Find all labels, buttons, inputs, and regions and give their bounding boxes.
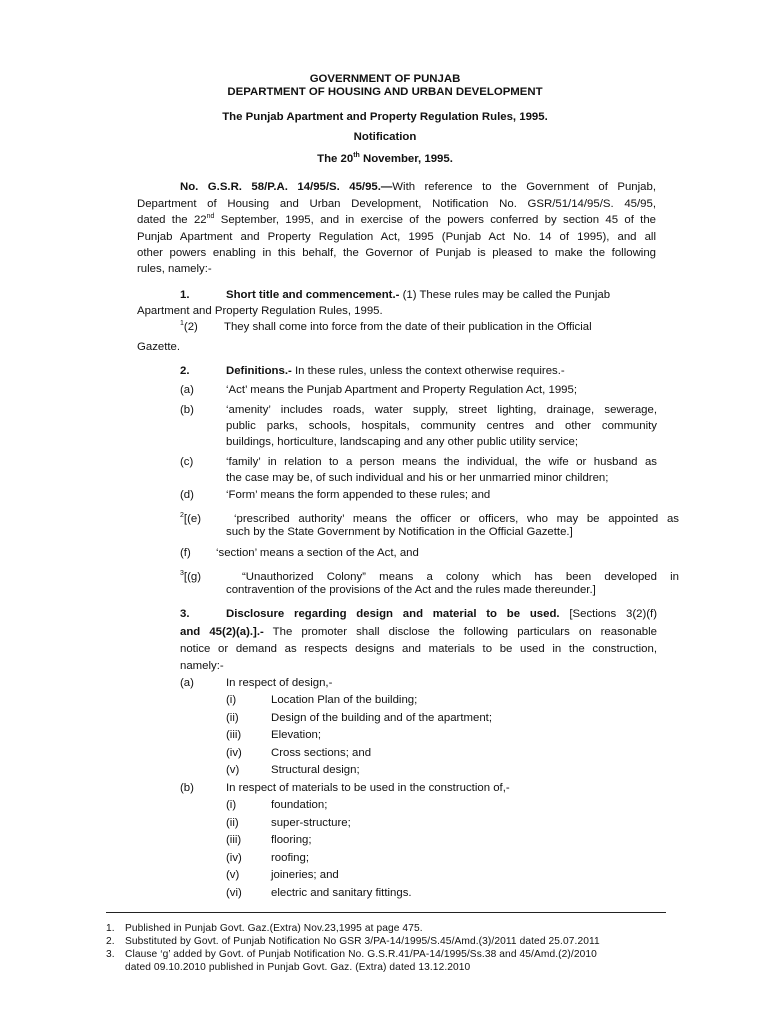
footnote-number: 2. — [106, 936, 115, 947]
def-c-line-1: ‘family’ in relation to a person means the individual, the wife or husband as — [226, 456, 657, 468]
design-item-text: Cross sections; and — [271, 747, 372, 759]
preamble-line-4: Punjab Apartment and Property Regulation Act, 1995 (Punjab Act No. 14 of 1995), and all — [137, 231, 656, 243]
design-item-num: (iii) — [226, 729, 242, 741]
rule-3-line-3: notice or demand as respects designs and materials to be used in the construction, — [180, 643, 657, 655]
rule-3-line-4: namely:- — [180, 660, 224, 672]
material-item-text: electric and sanitary fittings. — [271, 887, 412, 899]
def-c-label: (c) — [180, 456, 194, 468]
design-item-num: (iv) — [226, 747, 242, 759]
def-f-text: ‘section’ means a section of the Act, and — [216, 547, 419, 559]
footnote-3-continuation: dated 09.10.2010 published in Punjab Govt. Gaz. (Extra) dated 13.12.2010 — [125, 962, 471, 973]
rule-2-number: 2. — [180, 365, 190, 377]
material-item-text: flooring; — [271, 834, 312, 846]
footnote-text: Published in Punjab Govt. Gaz.(Extra) Nov.23,1995 at page 475. — [125, 923, 423, 934]
rule-1-sub-2-cont: Gazette. — [137, 341, 181, 353]
material-item-num: (ii) — [226, 817, 239, 829]
rule-3-number: 3. — [180, 608, 190, 620]
design-item-text: Structural design; — [271, 764, 360, 776]
design-item-num: (i) — [226, 694, 237, 706]
def-b-line-3: buildings, horticulture, landscaping and any other public utility service; — [226, 436, 579, 448]
material-item-num: (iii) — [226, 834, 242, 846]
government-heading: GOVERNMENT OF PUNJAB — [309, 73, 461, 85]
def-a-text: ‘Act’ means the Punjab Apartment and Property Regulation Act, 1995; — [226, 384, 578, 396]
material-item-text: roofing; — [271, 852, 309, 864]
def-d-text: ‘Form’ means the form appended to these rules; and — [226, 489, 491, 501]
rule-1-sub-2-number: $^1$(2) — [180, 320, 198, 333]
design-item-num: (ii) — [226, 712, 239, 724]
material-item-num: (i) — [226, 799, 237, 811]
def-g-line-1: “Unauthorized Colony” means a colony which has been developed in — [242, 571, 679, 583]
def-b-label: (b) — [180, 404, 194, 416]
preamble-line-1: No. G.S.R. 58/P.A. 14/95/S. 45/95.—With reference to the Government of Punjab, — [180, 181, 656, 193]
rule-1-line-2: Apartment and Property Regulation Rules, 1995. — [137, 305, 383, 317]
material-item-text: joineries; and — [271, 869, 339, 881]
rule-1-line-1: Short title and commencement.- (1) These rules may be called the Punjab — [226, 289, 611, 301]
def-b-line-1: ‘amenity’ includes roads, water supply, street lighting, drainage, sewerage, — [226, 404, 657, 416]
def-e-line-2: such by the State Government by Notification in the Official Gazette.] — [226, 526, 573, 538]
rule-3-a-label: (a) — [180, 677, 194, 689]
footnote-text: Clause ‘g’ added by Govt. of Punjab Notification No. G.S.R.41/PA-14/1995/Ss.38 and 45/Amd.(2)/2010 — [125, 949, 597, 960]
footnote-number: 1. — [106, 923, 115, 934]
def-a-label: (a) — [180, 384, 194, 396]
notification-heading: Notification — [353, 131, 417, 143]
preamble-line-2: Department of Housing and Urban Development, Notification No. GSR/51/14/95/S. 45/95, — [137, 198, 656, 210]
rule-1-number: 1. — [180, 289, 190, 301]
def-g-line-2: contravention of the provisions of the Act and the rules made thereunder.] — [226, 584, 596, 596]
material-item-text: super-structure; — [271, 817, 351, 829]
department-heading: DEPARTMENT OF HOUSING AND URBAN DEVELOPMENT — [227, 86, 543, 98]
def-e-line-1: ‘prescribed authority’ means the officer or officers, who may be appointed as — [234, 513, 679, 525]
footnote-number: 3. — [106, 949, 115, 960]
def-e-label: $^2$[(e) — [180, 512, 201, 525]
rule-3-a-text: In respect of design,- — [226, 677, 333, 689]
def-b-line-2: public parks, schools, hospitals, community centres and other community — [226, 420, 657, 432]
preamble-line-5: other powers enabling in this behalf, the Governor of Punjab is pleased to make the following — [137, 247, 656, 259]
design-item-text: Design of the building and of the apartment; — [271, 712, 492, 724]
design-item-text: Location Plan of the building; — [271, 694, 418, 706]
notification-date: The 20th November, 1995. — [317, 152, 453, 165]
rule-1-sub-2-text: They shall come into force from the date of their publication in the Official — [224, 321, 592, 333]
design-item-text: Elevation; — [271, 729, 322, 741]
preamble-line-3: dated the 22nd September, 1995, and in exercise of the powers conferred by section 45 of the — [137, 213, 656, 226]
def-g-label: $^3$[(g) — [180, 570, 201, 583]
material-item-text: foundation; — [271, 799, 328, 811]
rule-3-b-text: In respect of materials to be used in the construction of,- — [226, 782, 510, 794]
footnote-divider — [106, 912, 666, 913]
rules-title: The Punjab Apartment and Property Regulation Rules, 1995. — [222, 111, 548, 123]
preamble-line-6: rules, namely:- — [137, 263, 212, 275]
rule-3-b-label: (b) — [180, 782, 194, 794]
material-item-num: (v) — [226, 869, 240, 881]
rule-3-line-1: Disclosure regarding design and material to be used. [Sections 3(2)(f) — [226, 608, 657, 620]
material-item-num: (vi) — [226, 887, 242, 899]
def-d-label: (d) — [180, 489, 194, 501]
material-item-num: (iv) — [226, 852, 242, 864]
footnote-text: Substituted by Govt. of Punjab Notification No GSR 3/PA-14/1995/S.45/Amd.(3)/2011 dated 25.07.2011 — [125, 936, 600, 947]
rule-3-line-2: and 45(2)(a).].- The promoter shall disclose the following particulars on reasonable — [180, 626, 657, 638]
rule-2-intro: Definitions.- In these rules, unless the context otherwise requires.- — [226, 365, 565, 377]
def-f-label: (f) — [180, 547, 191, 559]
def-c-line-2: the case may be, of such individual and his or her unmarried minor children; — [226, 472, 609, 484]
design-item-num: (v) — [226, 764, 240, 776]
